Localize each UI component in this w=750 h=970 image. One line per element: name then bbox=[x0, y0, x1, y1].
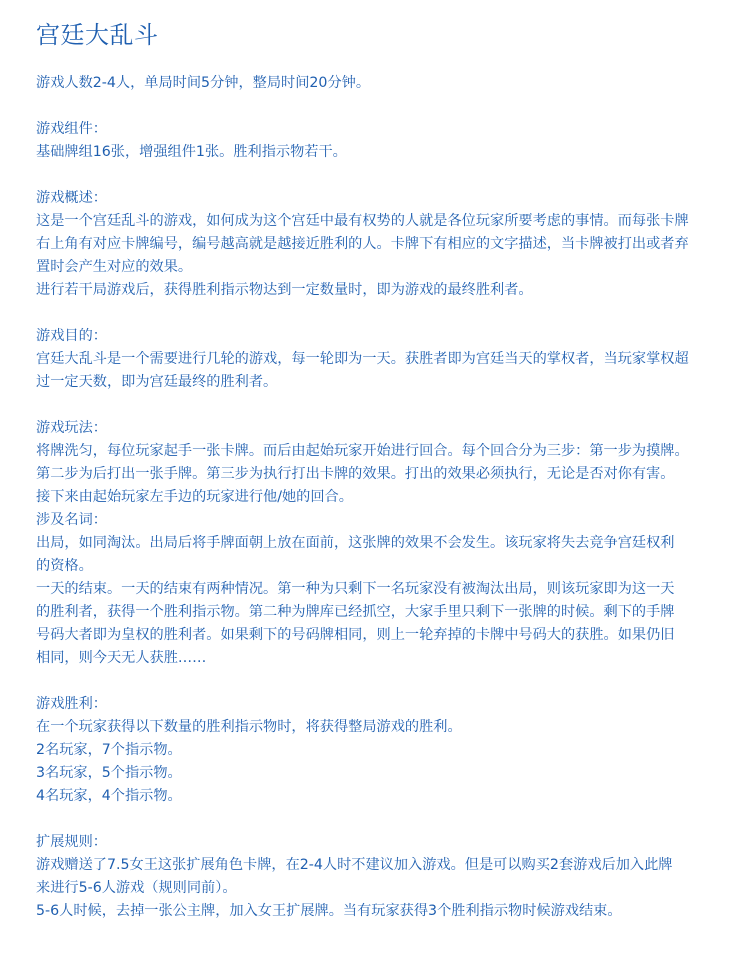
intro-text: 游戏人数2-4人，单局时间5分钟，整局时间20分钟。 bbox=[36, 75, 371, 91]
terms-line: 的资格。 bbox=[36, 558, 93, 574]
section-gap bbox=[36, 164, 714, 187]
terms-heading: 涉及名词： bbox=[36, 512, 107, 528]
victory-line: 在一个玩家获得以下数量的胜利指示物时，将获得整局游戏的胜利。 bbox=[36, 719, 462, 735]
overview-line: 进行若干局游戏后，获得胜利指示物达到一定数量时，即为游戏的最终胜利者。 bbox=[36, 282, 533, 298]
terms-line: 一天的结束。一天的结束有两种情况。第一种为只剩下一名玩家没有被淘汰出局，则该玩家即为这一天 bbox=[36, 581, 675, 597]
expansion-line: 来进行5-6人游戏（规则同前）。 bbox=[36, 880, 237, 896]
section-gap bbox=[36, 670, 714, 693]
section-gap bbox=[36, 95, 714, 118]
overview-line: 右上角有对应卡牌编号，编号越高就是越接近胜利的人。卡牌下有相应的文字描述，当卡牌被打出或者弃 bbox=[36, 236, 689, 252]
victory-line: 2名玩家，7个指示物。 bbox=[36, 742, 182, 758]
expansion-heading: 扩展规则： bbox=[36, 834, 107, 850]
section-gap bbox=[36, 808, 714, 831]
play-heading: 游戏玩法： bbox=[36, 420, 107, 436]
play-line: 接下来由起始玩家左手边的玩家进行他/她的回合。 bbox=[36, 489, 353, 505]
section-gap bbox=[36, 394, 714, 417]
goal-line: 宫廷大乱斗是一个需要进行几轮的游戏，每一轮即为一天。获胜者即为宫廷当天的掌权者，当玩家掌权超 bbox=[36, 351, 689, 367]
play-line: 将牌洗匀，每位玩家起手一张卡牌。而后由起始玩家开始进行回合。每个回合分为三步：第一步为摸牌。 bbox=[36, 443, 689, 459]
goal-heading: 游戏目的： bbox=[36, 328, 107, 344]
components-heading: 游戏组件： bbox=[36, 121, 107, 137]
victory-line: 4名玩家，4个指示物。 bbox=[36, 788, 182, 804]
goal-line: 过一定天数，即为宫廷最终的胜利者。 bbox=[36, 374, 278, 390]
overview-line: 这是一个宫廷乱斗的游戏，如何成为这个宫廷中最有权势的人就是各位玩家所要考虑的事情。而每张卡牌 bbox=[36, 213, 689, 229]
play-line: 第二步为后打出一张手牌。第三步为执行打出卡牌的效果。打出的效果必须执行，无论是否对你有害。 bbox=[36, 466, 675, 482]
page-title: 宫廷大乱斗 bbox=[36, 21, 159, 49]
expansion-line: 5-6人时候，去掉一张公主牌，加入女王扩展牌。当有玩家获得3个胜利指示物时候游戏结束。 bbox=[36, 903, 622, 919]
terms-line: 相同，则今天无人获胜…… bbox=[36, 650, 207, 666]
victory-line: 3名玩家，5个指示物。 bbox=[36, 765, 182, 781]
terms-line: 号码大者即为皇权的胜利者。如果剩下的号码牌相同，则上一轮弃掉的卡牌中号码大的获胜。如果仍旧 bbox=[36, 627, 675, 643]
section-gap bbox=[36, 302, 714, 325]
victory-heading: 游戏胜利： bbox=[36, 696, 107, 712]
terms-line: 的胜利者，获得一个胜利指示物。第二种为牌库已经抓空，大家手里只剩下一张牌的时候。剩下的手牌 bbox=[36, 604, 675, 620]
overview-line: 置时会产生对应的效果。 bbox=[36, 259, 193, 275]
terms-line: 出局，如同淘汰。出局后将手牌面朝上放在面前，这张牌的效果不会发生。该玩家将失去竞争宫廷权利 bbox=[36, 535, 675, 551]
expansion-line: 游戏赠送了7.5女王这张扩展角色卡牌，在2-4人时不建议加入游戏。但是可以购买2套游戏后加入此牌 bbox=[36, 857, 673, 873]
overview-heading: 游戏概述： bbox=[36, 190, 107, 206]
components-text: 基础牌组16张，增强组件1张。胜利指示物若干。 bbox=[36, 144, 347, 160]
